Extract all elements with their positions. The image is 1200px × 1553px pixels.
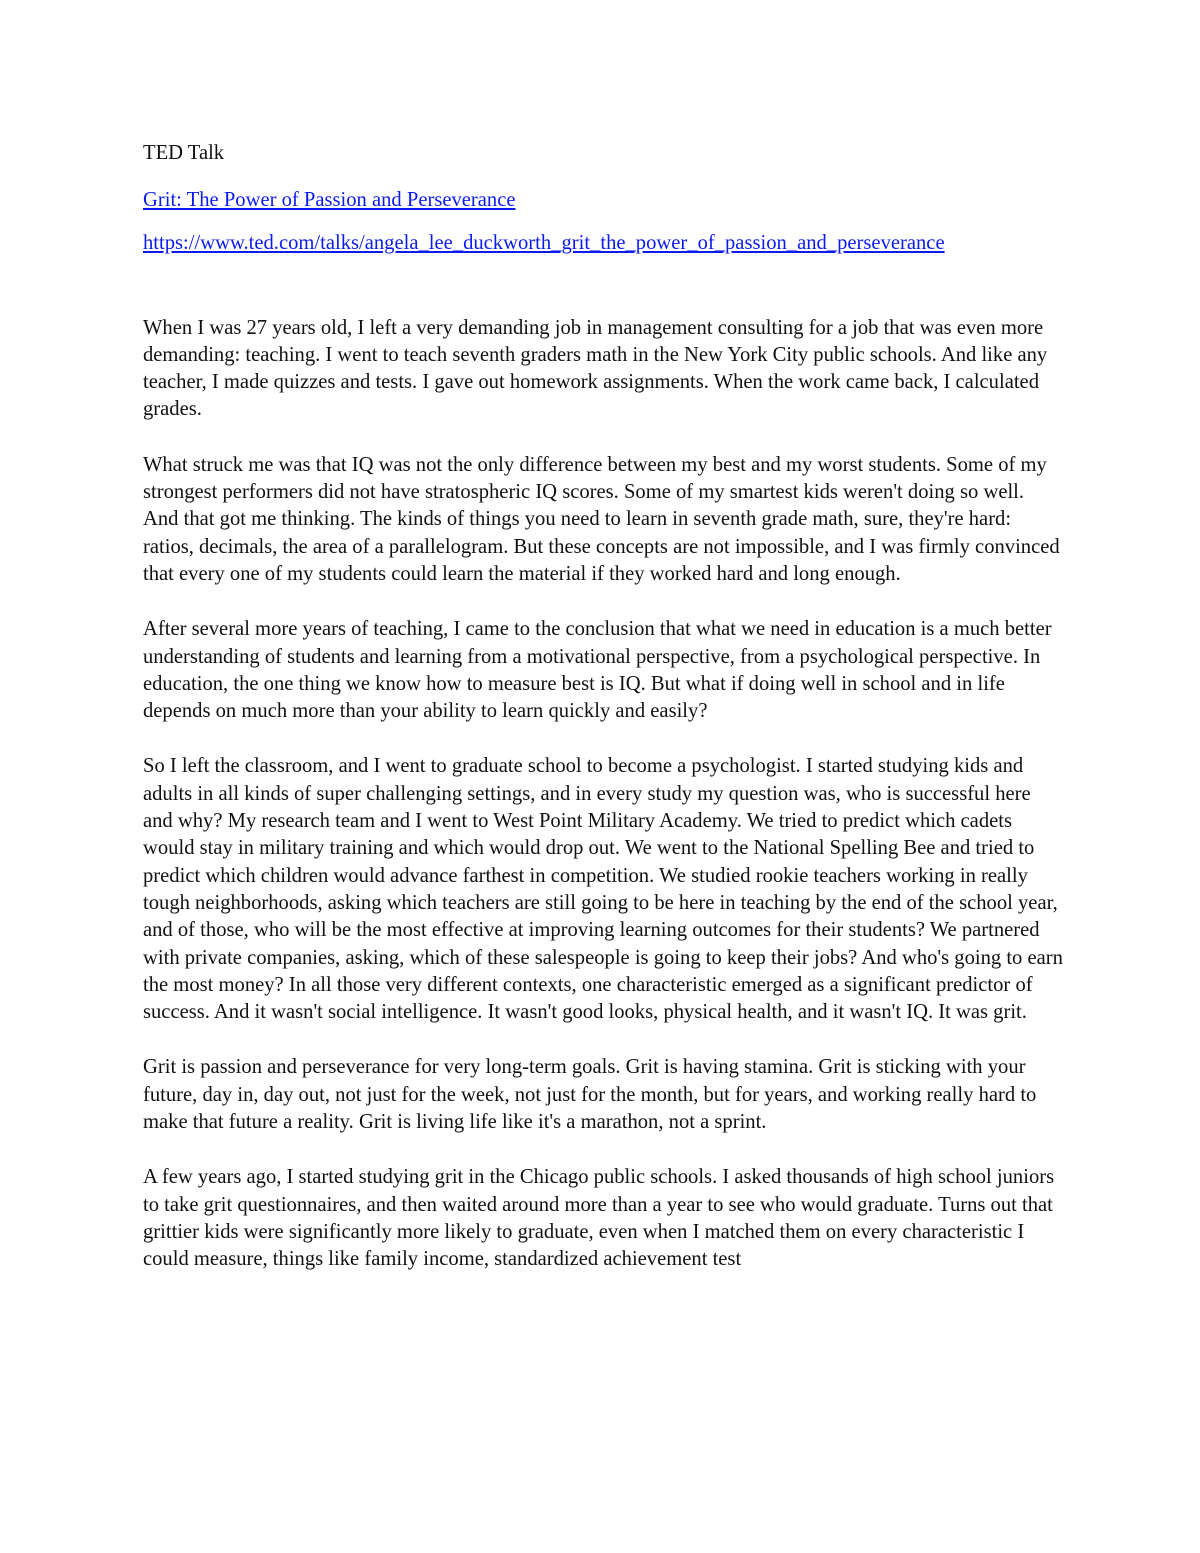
document-heading: TED Talk	[143, 142, 225, 164]
transcript-paragraph-5: Grit is passion and perseverance for very long-term goals. Grit is having stamina. Grit is sticking with your future, day in, day out, not just for the week, not just for the month, but for years, and working really hard to make that future a reality. Grit is living life like it's a marathon, not a sprint.	[143, 1056, 1037, 1134]
transcript-paragraph-2: What struck me was that IQ was not the only difference between my best and my worst students. Some of my strongest performers did not have stratospheric IQ scores. Some of my smartest kids weren't doing so well. And that got me thinking. The kinds of things you need to learn in seventh grade math, sure, they're hard: ratios, decimals, the area of a parallelogram. But these concepts are not impossible, and I was firmly convinced that every one of my students could learn the material if they worked hard and long enough.	[143, 453, 1060, 585]
document-page	[143, 140, 1063, 1302]
talk-url-link[interactable]: https://www.ted.com/talks/angela_lee_duckworth_grit_the_power_of_passion_and_perseverance	[143, 232, 945, 255]
transcript-paragraph-1: When I was 27 years old, I left a very demanding job in management consulting for a job that was even more demanding: teaching. I went to teach seventh graders math in the New York City public schools. And like any teacher, I made quizzes and tests. I gave out homework assignments. When the work came back, I calculated grades.	[143, 316, 1048, 421]
transcript-paragraph-3: After several more years of teaching, I came to the conclusion that what we need in education is a much better understanding of students and learning from a motivational perspective, from a psychological perspective. In education, the one thing we know how to measure best is IQ. But what if doing well in school and in life depends on much more than your ability to learn quickly and easily?	[143, 618, 1052, 723]
transcript-paragraph-6: A few years ago, I started studying grit in the Chicago public schools. I asked thousands of high school juniors to take grit questionnaires, and then waited around more than a year to see who would graduate. Turns out that grittier kids were significantly more likely to graduate, even when I matched them on every characteristic I could measure, things like family income, standardized achievement test	[143, 1166, 1055, 1271]
transcript-paragraph-4: So I left the classroom, and I went to graduate school to become a psychologist. I started studying kids and adults in all kinds of super challenging settings, and in every study my question was, who is successful here and why? My research team and I went to West Point Military Academy. We tried to predict which cadets would stay in military training and which would drop out. We went to the National Spelling Bee and tried to predict which children would advance farthest in competition. We studied rookie teachers working in really tough neighborhoods, asking which teachers are still going to be here in teaching by the end of the school year, and of those, who will be the most effective at improving learning outcomes for their students? We partnered with private companies, asking, which of these salespeople is going to keep their jobs? And who's going to earn the most money? In all those very different contexts, one characteristic emerged as a significant predictor of success. And it wasn't social intelligence. It wasn't good looks, physical health, and it wasn't IQ. It was grit.	[143, 755, 1063, 1024]
transcript-body	[143, 315, 1063, 1274]
talk-title-link[interactable]: Grit: The Power of Passion and Perseverance	[143, 189, 516, 211]
